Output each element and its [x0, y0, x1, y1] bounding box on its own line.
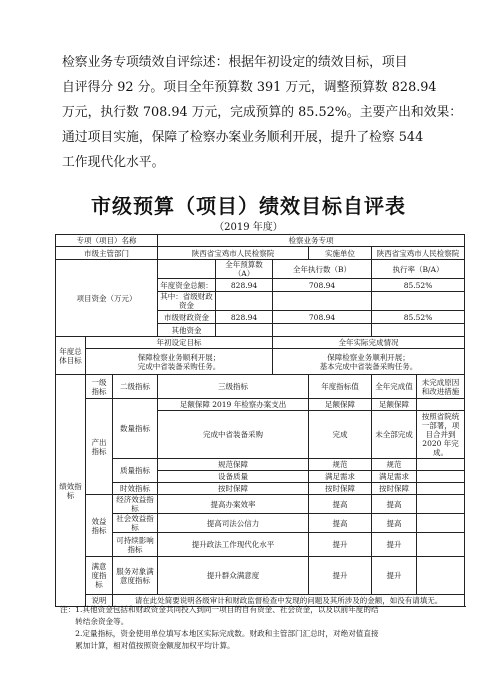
indicator-target: 提升	[309, 533, 372, 557]
indicator-name: 提高司法公信力	[158, 514, 309, 533]
indicator-target: 提高	[309, 495, 372, 514]
project-name-label: 专项（项目）名称	[56, 235, 158, 247]
indicator-name: 规范保障	[158, 459, 309, 471]
footnote-line: 注：1.其他资金包括和财政资金共同投入到同一项目的自有资金、社会资金，以及以前年度的结	[60, 605, 379, 614]
indicator-target: 按时保障	[309, 483, 372, 495]
sustain-label: 可持续影响指标	[113, 533, 158, 557]
table-row	[56, 459, 465, 471]
funds-row-a: 828.94	[216, 311, 273, 324]
impl-label: 实施单位	[309, 247, 372, 260]
indicator-actual: 规范	[372, 459, 417, 471]
indicator-reason	[417, 471, 465, 483]
indicator-name: 足额保障 2019 年检察办案支出	[158, 399, 309, 411]
table-row	[56, 375, 465, 399]
indicator-reason	[417, 495, 465, 514]
output-label: 产出指标	[86, 399, 113, 495]
indicator-actual: 满足需求	[372, 471, 417, 483]
indicator-name: 提升群众满意度	[158, 557, 309, 595]
effect-label: 效益指标	[86, 495, 113, 557]
table-row	[56, 260, 465, 279]
funds-row-b	[273, 324, 372, 337]
table-row	[56, 247, 465, 260]
table-row	[56, 495, 465, 514]
indicator-target: 满足需求	[309, 471, 372, 483]
indicator-target: 足额保障	[309, 399, 372, 411]
funds-row-a	[216, 292, 273, 311]
hdr-l3: 三级指标	[158, 375, 309, 399]
indicator-reason	[417, 399, 465, 411]
quality-label: 质量指标	[113, 459, 158, 483]
funds-row-b: 708.94	[273, 311, 372, 324]
indicator-actual: 提高	[372, 495, 417, 514]
indicator-actual: 提升	[372, 533, 417, 557]
indicator-target: 提高	[309, 514, 372, 533]
funds-row-rate	[372, 292, 465, 311]
indicator-name: 完成中省装备采购	[158, 411, 309, 459]
col-annual-exec: 全年执行数（B）	[273, 260, 372, 279]
summary-paragraph	[62, 50, 463, 175]
summary-line: 自评得分 92 分。项目全年预算数 391 万元，调整预算数 828.94	[62, 80, 437, 95]
note-text: 请在此处简要说明各级审计和财政监督检查中发现的问题及其所涉及的金额，如没有请填无。	[113, 595, 465, 607]
footnote-line: 转结余资金等。	[60, 617, 129, 626]
funds-row-a	[216, 324, 273, 337]
indicator-reason	[417, 459, 465, 471]
table-row	[56, 557, 465, 595]
table-row	[56, 235, 465, 247]
funds-row-a: 828.94	[216, 279, 273, 292]
actual-text: 保障检察业务顺利开展； 基本完成中省装备采购任务。	[273, 349, 465, 375]
hdr-actual: 全年完成值	[372, 375, 417, 399]
indicator-name: 提升政法工作现代化水平	[158, 533, 309, 557]
footnote-line: 累加计算，相对值按照资金额度加权平均计算。	[60, 641, 235, 650]
indicator-reason	[417, 483, 465, 495]
indicator-reason	[417, 514, 465, 533]
funds-row-label: 年度资金总额：	[158, 279, 216, 292]
dept-label: 市级主管部门	[56, 247, 158, 260]
table-row	[56, 483, 465, 495]
indicator-actual: 未全部完成	[372, 411, 417, 459]
project-name: 检察业务专项	[158, 235, 465, 247]
indicator-reason	[417, 557, 465, 595]
quantity-label: 数量指标	[113, 399, 158, 459]
indicator-reason	[417, 533, 465, 557]
summary-line: 工作现代化水平。	[62, 155, 165, 170]
time-label: 时效指标	[113, 483, 158, 495]
annual-goal-label: 年度总体目标	[56, 337, 86, 375]
funds-row-rate	[372, 324, 465, 337]
hdr-target: 年度指标值	[309, 375, 372, 399]
footnotes	[60, 604, 470, 652]
note-label: 说明	[86, 595, 113, 607]
table-row	[56, 337, 465, 349]
form-title: 市级预算（项目）绩效目标自评表	[91, 194, 406, 218]
satisfaction-label: 满意度指标	[86, 557, 113, 595]
table-row	[56, 533, 465, 557]
indicator-target: 完成	[309, 411, 372, 459]
perf-label: 绩效指标	[56, 375, 86, 607]
service-label: 服务对象满意度指标	[113, 557, 158, 595]
planned-text: 保障检察业务顺利开展； 完成中省装备采购任务。	[86, 349, 273, 375]
actual-label: 全年实际完成情况	[273, 337, 465, 349]
funds-row-b	[273, 292, 372, 311]
impl-value: 陕西省宝鸡市人民检察院	[372, 247, 465, 260]
table-row	[56, 514, 465, 533]
planned-label: 年初设定目标	[86, 337, 273, 349]
funds-row-rate: 85.52%	[372, 279, 465, 292]
hdr-reason: 未完成原因和改进措施	[417, 375, 465, 399]
indicator-name: 提高办案效率	[158, 495, 309, 514]
col-exec-rate: 执行率（B/A）	[372, 260, 465, 279]
table-row	[56, 349, 465, 375]
econ-label: 经济效益指标	[113, 495, 158, 514]
summary-line: 万元，执行数 708.94 万元，完成预算的 85.52%。主要产出和效果：	[62, 105, 463, 120]
dept-value: 陕西省宝鸡市人民检察院	[158, 247, 309, 260]
hdr-l1: 一级指标	[86, 375, 113, 399]
funds-row-rate: 85.52%	[372, 311, 465, 324]
hdr-l2: 二级指标	[113, 375, 158, 399]
funds-row-label: 市级财政资金	[158, 311, 216, 324]
footnote-line: 2.定量指标，资金使用单位填写本地区实际完成数。财政和主管部门汇总时，对绝对值直接	[60, 629, 379, 638]
indicator-reason: 按照省院统一部署，项目合并到 2020 年完成。	[417, 411, 465, 459]
indicator-target: 提升	[309, 557, 372, 595]
summary-line: 通过项目实施，保障了检察办案业务顺利开展，提升了检察 544	[62, 130, 424, 145]
funds-label: 项目资金（万元）	[56, 260, 158, 337]
summary-line: 检察业务专项绩效自评综述：根据年初设定的绩效目标，项目	[62, 55, 408, 70]
col-annual-budget: 全年预算数（A）	[216, 260, 273, 279]
indicator-name: 按时保障	[158, 483, 309, 495]
funds-row-label: 其他资金	[158, 324, 216, 337]
table-row	[56, 399, 465, 411]
indicator-actual: 提高	[372, 514, 417, 533]
indicator-actual: 提升	[372, 557, 417, 595]
form-year: （2019 年度）	[214, 222, 283, 233]
indicator-actual: 按时保障	[372, 483, 417, 495]
social-label: 社会效益指标	[113, 514, 158, 533]
funds-row-b: 708.94	[273, 279, 372, 292]
funds-row-label: 其中：省级财政资金	[158, 292, 216, 311]
evaluation-table	[55, 234, 465, 607]
indicator-actual: 足额保障	[372, 399, 417, 411]
indicator-name: 设备质量	[158, 471, 309, 483]
indicator-target: 规范	[309, 459, 372, 471]
